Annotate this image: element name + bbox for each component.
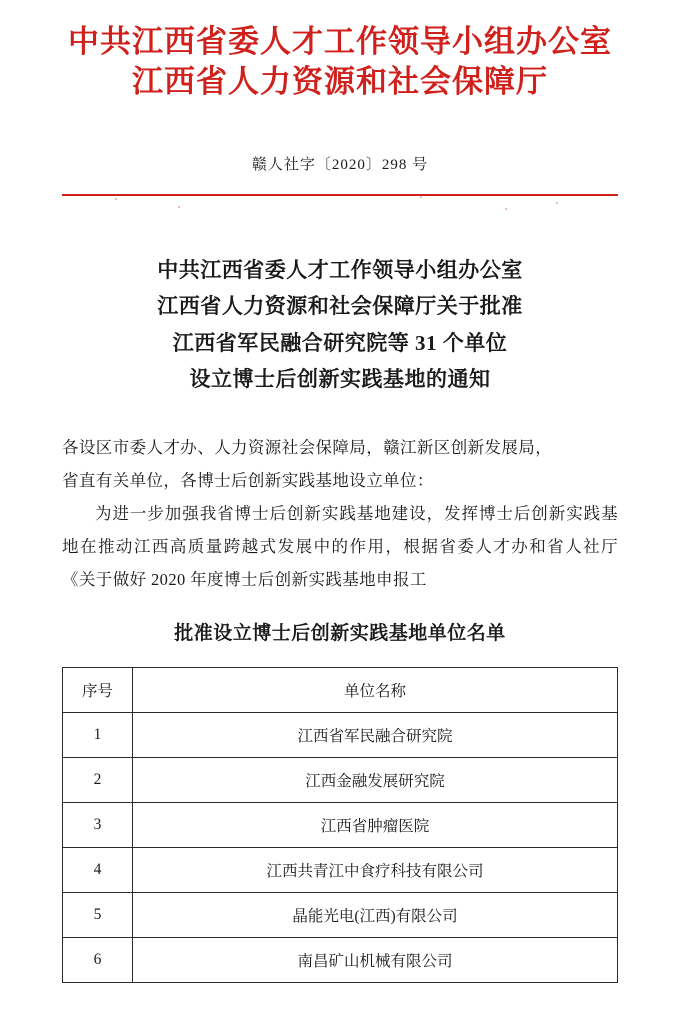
cell-name: 晶能光电(江西)有限公司 — [133, 892, 618, 937]
table-header-row — [63, 667, 618, 712]
table-body — [63, 712, 618, 982]
letterhead-line-1: 中共江西省委人才工作领导小组办公室 — [68, 24, 612, 59]
recipient-line-2: 省直有关单位，各博士后创新实践基地设立单位： — [62, 470, 434, 490]
table-header-no: 序号 — [63, 667, 133, 712]
cell-no: 2 — [63, 757, 133, 802]
body-paragraph-1: 为进一步加强我省博士后创新实践基地建设，发挥博士后创新实践基地在推动江西高质量跨越式发展中的作用，根据省委人才办和省人社厅《关于做好 2020 年度博士后创新实践基地申报工 — [62, 503, 618, 589]
letterhead-line-2: 江西省人力资源和社会保障厅 — [132, 63, 548, 99]
page-title-line-4: 设立博士后创新实践基地的通知 — [189, 366, 491, 391]
cell-no: 5 — [63, 892, 133, 937]
body-text — [62, 431, 618, 596]
table-row — [63, 757, 618, 802]
cell-no: 1 — [63, 712, 133, 757]
unit-list-table — [62, 667, 618, 983]
red-separator-rule — [62, 194, 618, 196]
cell-no: 4 — [63, 847, 133, 892]
page-title-line-1: 中共江西省委人才工作领导小组办公室 — [157, 258, 523, 283]
letterhead — [62, 0, 618, 101]
cell-name: 江西省军民融合研究院 — [133, 712, 618, 757]
cell-name: 江西省肿瘤医院 — [133, 802, 618, 847]
table-row — [63, 892, 618, 937]
page-title — [62, 252, 618, 396]
page-title-line-2: 江西省人力资源和社会保障厅关于批准 — [157, 294, 523, 319]
table-row — [63, 712, 618, 757]
cell-no: 3 — [63, 802, 133, 847]
table-header-name: 单位名称 — [133, 667, 618, 712]
document-number-row — [62, 153, 618, 174]
section-heading: 批准设立博士后创新实践基地单位名单 — [174, 622, 506, 644]
page-title-line-3: 江西省军民融合研究院等 31 个单位 — [172, 330, 508, 355]
cell-name: 江西金融发展研究院 — [133, 757, 618, 802]
cell-no: 6 — [63, 937, 133, 982]
table-row — [63, 937, 618, 982]
recipient-line-1: 各设区市委人才办、人力资源社会保障局，赣江新区创新发展局， — [62, 437, 553, 457]
table-row — [63, 802, 618, 847]
document-number: 赣人社字〔2020〕298 号 — [251, 157, 429, 174]
cell-name: 江西共青江中食疗科技有限公司 — [133, 847, 618, 892]
cell-name: 南昌矿山机械有限公司 — [133, 937, 618, 982]
seal-speckles — [0, 192, 680, 193]
table-row — [63, 847, 618, 892]
